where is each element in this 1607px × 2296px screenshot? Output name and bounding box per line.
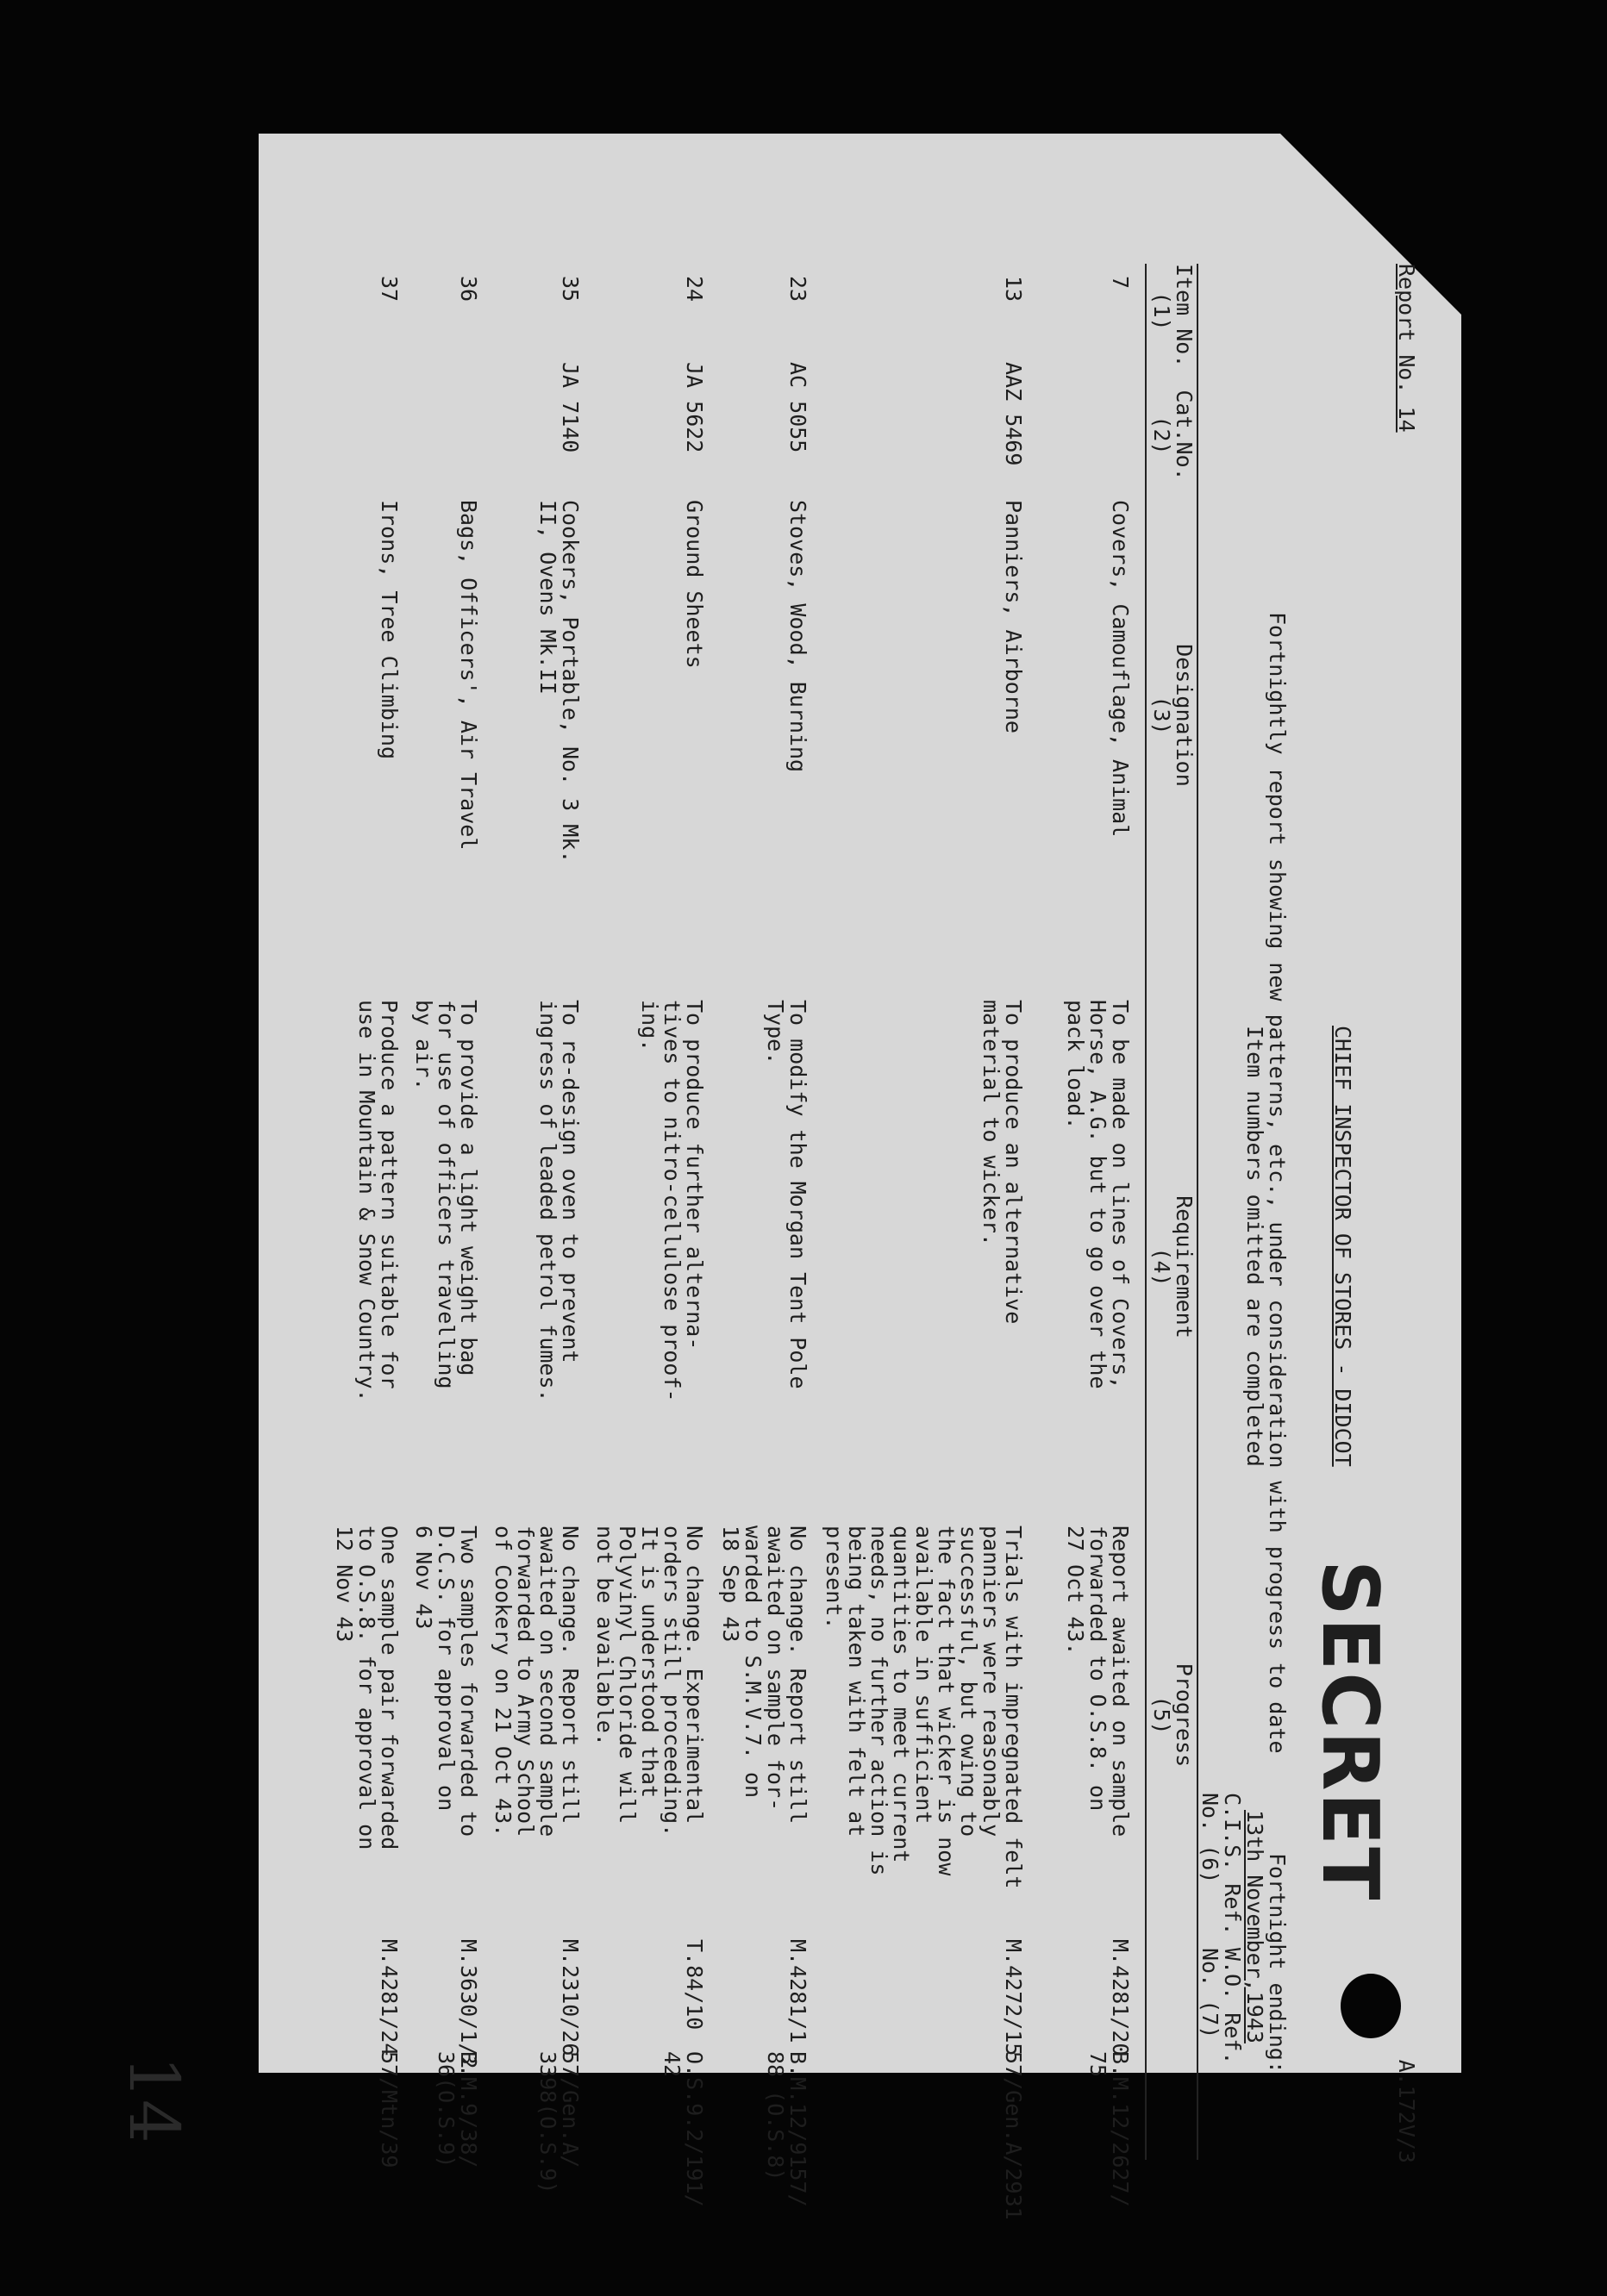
column-number: (4) <box>1149 1247 1174 1287</box>
secret-stamp: SECRET <box>1304 1560 1395 1902</box>
items-table <box>321 250 1133 2220</box>
requirement: To be made on lines of Covers, Horse, A.G. but to go over the pack load. <box>1063 1000 1133 1389</box>
catalogue-number: AAZ 5469 <box>1001 362 1026 466</box>
progress: No change. Experimental orders still proceeding. It is understood that Polyvinyl Chloride will not be available. <box>592 1525 707 1837</box>
table-row <box>716 250 809 2215</box>
fortnight-date: 13th November,1943 <box>1242 1810 1267 2043</box>
item-number: 35 <box>558 276 583 303</box>
table-row <box>819 250 1026 2220</box>
column-header-requirement <box>1150 1181 1195 1353</box>
wo-ref-label: W.O. Ref. <box>1220 1948 1245 2065</box>
table-row <box>331 250 400 2215</box>
requirement: To produce further alterna- tives to nitro-cellulose proof- ing. <box>637 1000 707 1402</box>
cis-reference: M.3630/1/2 <box>456 1939 481 2069</box>
column-header-designation <box>1150 629 1195 802</box>
wo-reference: B.M.9/38/ 36(O.S.9) <box>434 2051 481 2168</box>
designation: Irons, Tree Climbing <box>377 500 402 760</box>
column-number: (2) <box>1149 415 1174 455</box>
requirement: To provide a light weight bag for use of officers travelling by air. <box>411 1000 481 1389</box>
header-rule-bottom <box>1145 264 1147 2160</box>
handwritten-page-number: 14 <box>114 2056 194 2143</box>
progress: No change. Report still awaited on second sample forwarded to Army School of Cookery on 21 Oct 43. <box>491 1525 583 1837</box>
designation: Bags, Officers', Air Travel <box>456 500 481 851</box>
cis-ref-no: No. (6) <box>1197 1793 1222 1884</box>
column-title: Progress <box>1172 1663 1197 1768</box>
wo-reference: 57/Gen.A/2931 <box>1001 2051 1026 2220</box>
column-title: Requirement <box>1172 1195 1197 1338</box>
designation: Panniers, Airborne <box>1001 500 1026 733</box>
cis-ref-label: C.I.S. Ref. <box>1220 1793 1245 1936</box>
report-description: Fortnightly report showing new patterns, etc., under consideration with progress to date <box>1265 612 1290 1754</box>
requirement: Produce a pattern suitable for use in Mountain & Snow Country. <box>354 1000 402 1402</box>
item-number: 37 <box>377 276 402 303</box>
item-number: 13 <box>1001 276 1026 303</box>
item-number: 36 <box>456 276 481 303</box>
requirement: To modify the Morgan Tent Pole Type. <box>763 1000 810 1389</box>
column-number: (5) <box>1149 1695 1174 1735</box>
table-row <box>591 250 705 2215</box>
progress: Trials with impregnated felt panniers were reasonably successful, but owing to the fact that wicker is now available in sufficient quantities to meet current needs, no further action is being taken with felt at present. <box>822 1525 1026 1889</box>
cis-reference: M.2310/26 <box>558 1939 583 2056</box>
page-title: CHIEF INSPECTOR OF STORES - DIDCOT <box>1330 1026 1355 1467</box>
wo-reference: O.S.9.2/191/ 42 <box>660 2051 707 2207</box>
column-title: Cat.No. <box>1172 390 1197 481</box>
catalogue-number: AC 5055 <box>785 362 810 453</box>
designation: Covers, Camouflage, Animal <box>1108 500 1133 838</box>
item-number: 7 <box>1108 276 1133 290</box>
column-number: (1) <box>1149 291 1174 331</box>
column-number: (3) <box>1149 696 1174 735</box>
file-reference: A.172V/3 <box>1394 2059 1419 2163</box>
wo-reference: B.M.12/9157/ 88 (O.S.8) <box>763 2051 810 2207</box>
requirement: To produce an alternative material to wicker. <box>979 1000 1026 1325</box>
table-row <box>1035 250 1131 2215</box>
catalogue-number: JA 7140 <box>558 362 583 453</box>
cis-reference: M.4272/15 <box>1001 1939 1026 2056</box>
cis-reference: M.4281/20 <box>1108 1939 1133 2056</box>
fortnight-block <box>1198 1793 1288 2163</box>
column-header-progress <box>1150 1646 1195 1784</box>
column-title: Item No. <box>1172 264 1197 368</box>
wo-reference: B.M.12/2627/ 75 <box>1085 2051 1133 2207</box>
column-title: Designation <box>1172 644 1197 787</box>
punch-hole <box>1341 1974 1401 2038</box>
report-number: Report No. 14 <box>1394 264 1419 433</box>
wo-reference: 57/Gen.A/ 3398(O.S.9) <box>535 2051 583 2194</box>
fortnight-label: Fortnight ending: <box>1265 1853 1290 2074</box>
item-number: 23 <box>785 276 810 303</box>
item-number: 24 <box>682 276 707 303</box>
cis-reference: T.84/10 <box>682 1939 707 2031</box>
table-row <box>410 250 479 2215</box>
wo-reference: 57/Mtn/39 <box>377 2051 402 2168</box>
wo-ref-no: No. (7) <box>1197 1948 1222 2039</box>
cis-reference: M.4281/1 <box>785 1939 810 2043</box>
designation: Stoves, Wood, Burning <box>785 500 810 773</box>
designation: Ground Sheets <box>682 500 707 669</box>
column-header-cat <box>1150 379 1195 491</box>
progress: No change. Report still awaited on sample for- warded to S.M.V.7. on 18 Sep 43 <box>718 1525 810 1825</box>
progress: One sample pair forwarded to O.S.8. for approval on 12 Nov 43 <box>332 1525 402 1850</box>
header-rule-top <box>1197 264 1198 2160</box>
requirement: To re-design oven to prevent ingress of leaded petrol fumes. <box>535 1000 583 1402</box>
designation: Cookers, Portable, No. 3 Mk. II, Ovens Mk.II <box>535 500 583 864</box>
table-row <box>490 250 581 2215</box>
progress: Two samples forwarded to D.C.S. for approval on 6 Nov 43 <box>411 1525 481 1837</box>
column-header-item <box>1149 264 1197 368</box>
progress: Report awaited on sample forwarded to O.S.8. on 27 Oct 43. <box>1063 1525 1133 1837</box>
cis-reference: M.4281/24 <box>377 1939 402 2056</box>
report-content <box>269 250 1424 2220</box>
catalogue-number: JA 5622 <box>682 362 707 453</box>
report-note: Item numbers omitted are completed <box>1242 1026 1267 1467</box>
